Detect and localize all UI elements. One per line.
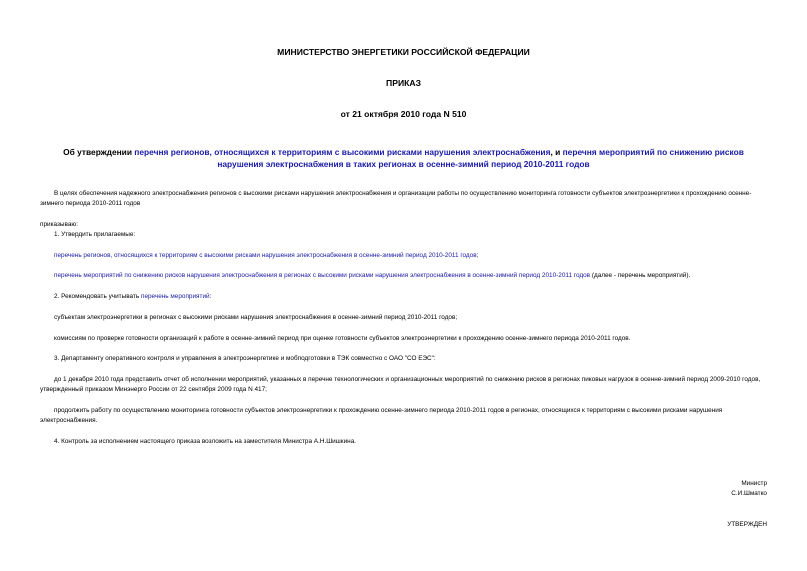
- approved-label: УТВЕРЖДЕН: [727, 521, 767, 528]
- item-2-tail: :: [209, 293, 212, 300]
- doc-type-heading: ПРИКАЗ: [386, 78, 421, 88]
- item-3: 3. Департаменту оперативного контроля и управления в электроэнергетике и мобподготовки в ТЭК совместно с ОАО "СО ЕЭС":: [54, 355, 436, 362]
- ministry-heading: МИНИСТЕРСТВО ЭНЕРГЕТИКИ РОССИЙСКОЙ ФЕДЕРАЦИИ: [277, 47, 530, 57]
- item-1-b-tail: (далее - перечень мероприятий).: [590, 272, 691, 279]
- title-link-regions[interactable]: перечня регионов, относящихся к территориям с высокими рисками нарушения электроснабжения: [134, 147, 551, 157]
- item-1-a-tail: ;: [476, 252, 479, 259]
- item-4: 4. Контроль за исполнением настоящего приказа возложить на заместителя Министра А.Н.Шишкина.: [54, 438, 357, 445]
- item-2: [40, 292, 768, 302]
- item-1-b-link[interactable]: перечень мероприятий по снижению рисков нарушения электроснабжения в регионах с высокими рисками нарушения электроснабжения в осенне-зимний период 2010-2011 годов: [54, 272, 591, 279]
- item-2-a: субъектам электроэнергетики в регионах с высокими рисками нарушения электроснабжения в осенне-зимний период 2010-2011 годов;: [54, 314, 458, 321]
- item-1-a-link[interactable]: перечень регионов, относящихся к территориям с высокими рисками нарушения электроснабжения в осенне-зимний период 2010-2011 годов: [54, 252, 477, 259]
- date-number-heading: от 21 октября 2010 года N 510: [340, 109, 467, 119]
- item-1: 1. Утвердить прилагаемые:: [54, 231, 136, 238]
- title-prefix: Об утверждении: [63, 147, 135, 157]
- item-2-prefix: 2. Рекомендовать учитывать: [54, 293, 141, 300]
- signature-name: С.И.Шматко: [731, 490, 767, 497]
- signature-position: Министр: [741, 480, 767, 487]
- title-middle: , и: [550, 147, 563, 157]
- title-link-measures[interactable]: перечня мероприятий по снижению рисков нарушения электроснабжения в таких регионах в осенне-зимний период 2010-2011 годов: [217, 147, 744, 169]
- item-3-a: до 1 декабря 2010 года представить отчет об исполнении мероприятий, указанных в перечне технологических и организационных мероприятий по снижению рисков в регионах пиковых нагрузок в осенне-зимний период 2009-2010 годов, утвержденный приказом Минэнерго России от 22 сентября 2009 года N 417;: [40, 376, 761, 393]
- item-1-a: [40, 251, 768, 261]
- item-1-b: [40, 271, 768, 281]
- item-2-b: комиссиям по проверке готовности организаций к работе в осенне-зимний период при оценке готовности субъектов электроэнергетики к прохождению осенне-зимнего периода 2010-2011 годов.: [54, 335, 631, 342]
- item-2-link[interactable]: перечень мероприятий: [140, 293, 210, 300]
- intro-paragraph: В целях обеспечения надежного электроснабжения регионов с высокими рисками нарушения электроснабжения и организации работы по осуществлению мониторинга готовности субъектов электроэнергетики к прохождению осенне-зимнего периода 2010-2011 годов: [40, 190, 752, 207]
- order-word: приказываю:: [40, 221, 78, 228]
- item-3-b: продолжить работу по осуществлению мониторинга готовности субъектов электроэнергетики к прохождению осенне-зимнего периода 2010-2011 годов в регионах, относящихся к территориям с высокими рисками нарушения электроснабжения.: [40, 407, 723, 424]
- document-title: [40, 147, 767, 170]
